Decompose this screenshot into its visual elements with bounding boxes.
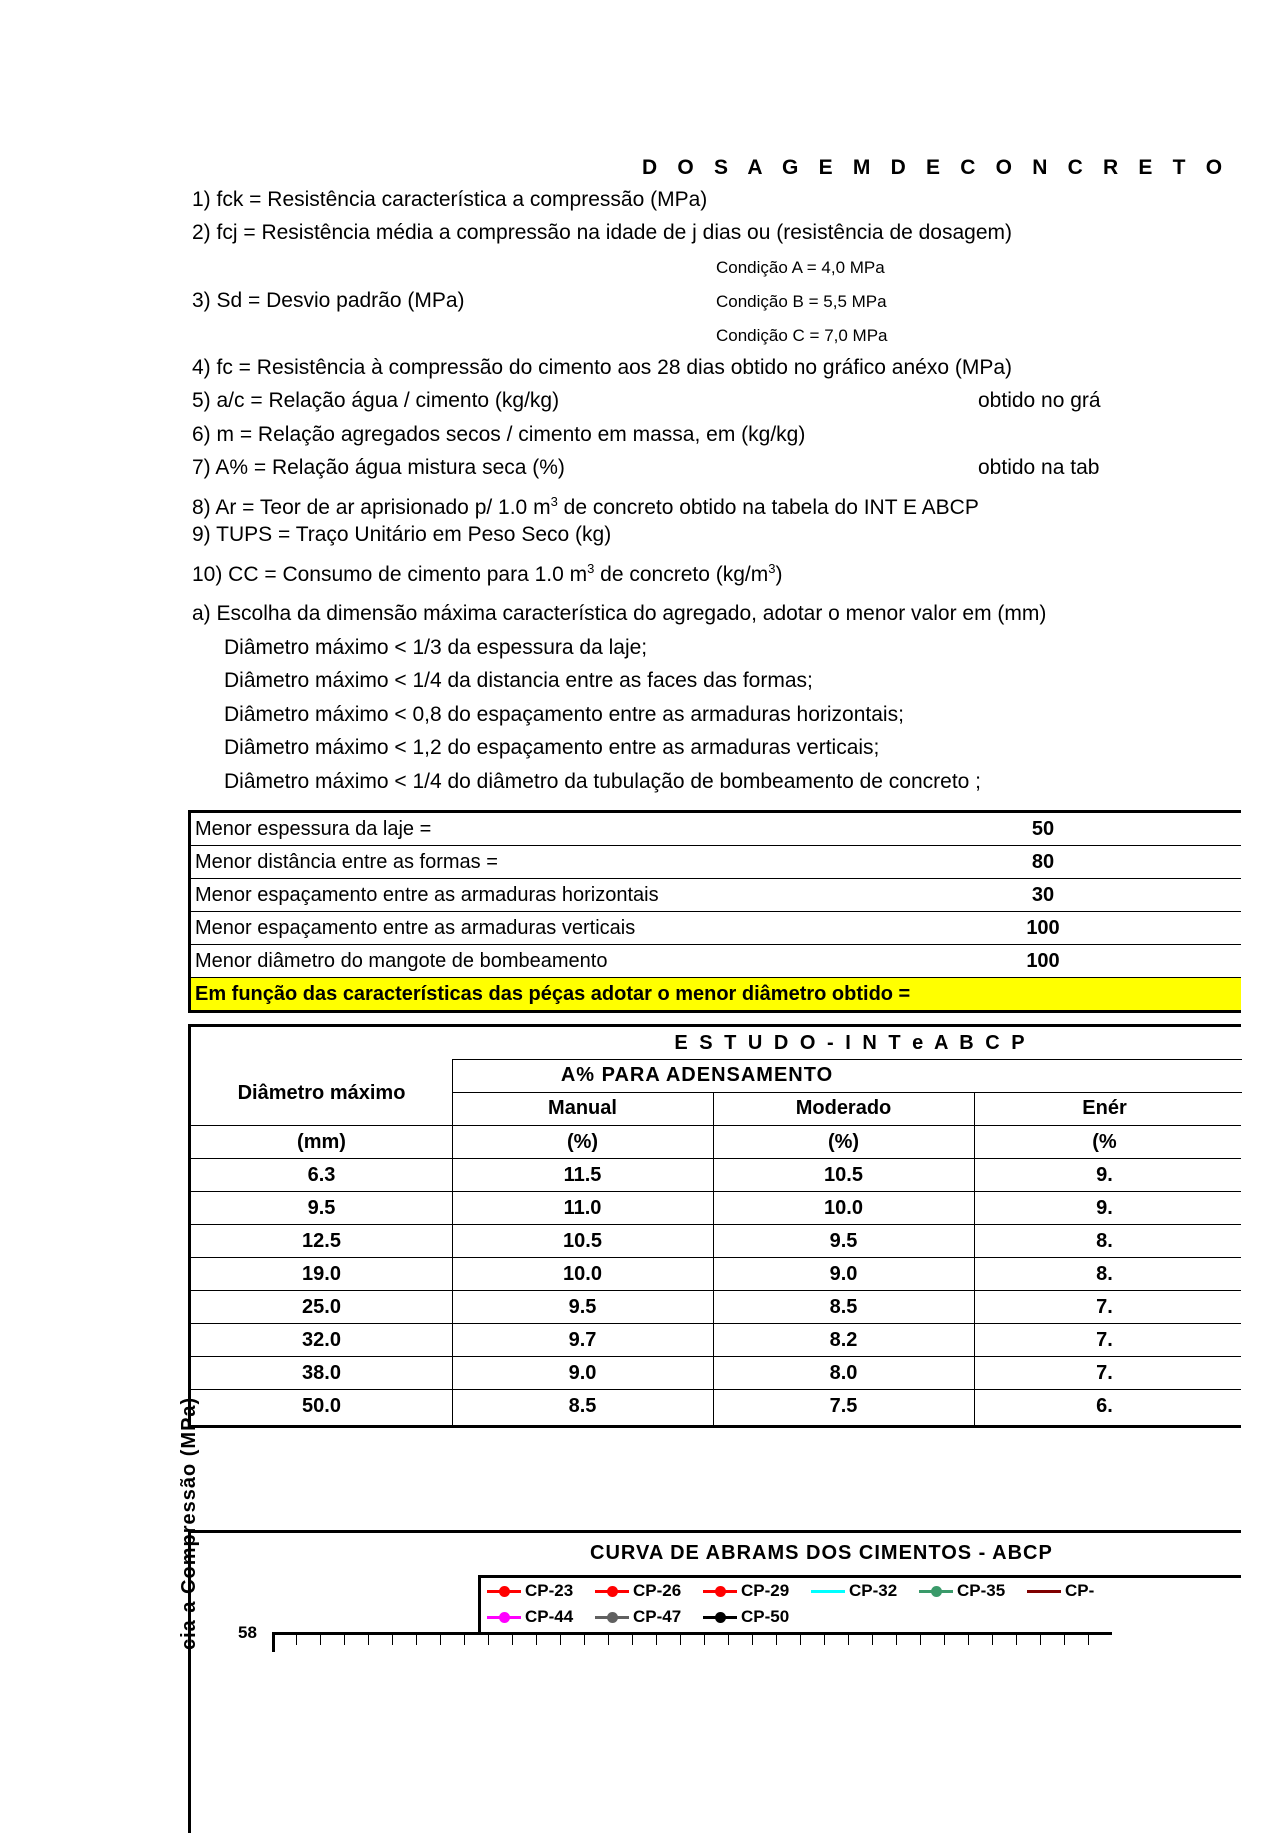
table-cell: 6.3 — [307, 1164, 336, 1186]
table-subtitle-text: A% PARA ADENSAMENTO — [560, 1064, 834, 1086]
table-cell: 6. — [1096, 1395, 1113, 1417]
row-label: Menor diâmetro do mangote de bombeamento — [195, 950, 608, 972]
definition-10-sup2: 3 — [768, 561, 776, 576]
definition-8-text-b: de concreto obtido na tabela do INT E ABCP — [557, 496, 979, 519]
definition-5-note: obtido no grá — [978, 389, 1101, 412]
legend-line-icon — [595, 1616, 629, 1619]
table-cell: 7. — [1096, 1329, 1113, 1351]
unit-mm: (mm) — [297, 1131, 346, 1153]
col-header-energico: Enér — [1082, 1097, 1127, 1119]
definition-10-sup1: 3 — [587, 561, 595, 576]
x-tick — [296, 1635, 297, 1645]
x-tick — [824, 1635, 825, 1645]
legend-marker-icon — [607, 1612, 618, 1623]
legend-item — [1027, 1578, 1094, 1604]
row-value: 50 — [1031, 818, 1055, 840]
legend-line-icon — [1027, 1590, 1061, 1593]
table-title-text: E S T U D O - I N T e A B C P — [674, 1032, 1028, 1054]
legend-label: CP-47 — [633, 1607, 682, 1626]
col-header-manual: Manual — [548, 1097, 617, 1119]
table-row — [191, 912, 1241, 945]
condition-b: Condição B = 5,5 MPa — [716, 292, 887, 311]
definition-5: 5) a/c = Relação água / cimento (kg/kg) — [192, 389, 560, 412]
x-tick — [584, 1635, 585, 1645]
legend-marker-icon — [499, 1586, 510, 1597]
x-tick — [488, 1635, 489, 1645]
row-value: 100 — [1026, 950, 1060, 972]
x-tick — [992, 1635, 993, 1645]
legend-label: CP-32 — [849, 1581, 898, 1600]
x-tick — [656, 1635, 657, 1645]
definition-3: 3) Sd = Desvio padrão (MPa) — [192, 289, 465, 312]
legend-item — [595, 1578, 681, 1604]
x-tick — [536, 1635, 537, 1645]
int-abcp-table — [188, 1024, 1241, 1428]
definition-8-text: 8) Ar = Teor de ar aprisionado p/ 1.0 m — [192, 496, 551, 519]
definition-7: 7) A% = Relação água mistura seca (%) — [192, 456, 565, 479]
table-cell: 9.5 — [307, 1197, 336, 1219]
table-subtitle — [452, 1059, 1242, 1092]
x-tick — [944, 1635, 945, 1645]
section-a-item: Diâmetro máximo < 1/3 da espessura da laje; — [224, 636, 648, 659]
x-tick — [920, 1635, 921, 1645]
table-cell: 12.5 — [302, 1230, 341, 1252]
table-cell: 8.5 — [568, 1395, 597, 1417]
table-cell: 9.0 — [829, 1263, 858, 1285]
table-cell: 11.0 — [563, 1197, 602, 1219]
table-row — [191, 813, 1241, 846]
condition-a: Condição A = 4,0 MPa — [716, 258, 885, 277]
x-tick — [272, 1635, 273, 1645]
x-tick — [320, 1635, 321, 1645]
legend-label: CP-23 — [525, 1581, 574, 1600]
table-cell: 9.5 — [829, 1230, 858, 1252]
table-cell: 9.0 — [568, 1362, 597, 1384]
definition-7-note: obtido na tab — [978, 456, 1100, 479]
table-cell: 10.0 — [563, 1263, 602, 1285]
definition-4: 4) fc = Resistência à compressão do cimento aos 28 dias obtido no gráfico anéxo (MPa) — [192, 356, 1013, 379]
table-cell: 50.0 — [302, 1395, 341, 1417]
legend-marker-icon — [499, 1612, 510, 1623]
x-tick — [368, 1635, 369, 1645]
table-row — [191, 945, 1241, 978]
aggregate-constraints-table — [188, 810, 1241, 1013]
x-tick — [416, 1635, 417, 1645]
legend-line-icon — [919, 1590, 953, 1593]
x-tick — [1088, 1635, 1089, 1645]
definition-10-text: 10) CC = Consumo de cimento para 1.0 m — [192, 563, 588, 586]
x-tick — [392, 1635, 393, 1645]
x-tick — [512, 1635, 513, 1645]
row-label: Menor espaçamento entre as armaduras verticais — [195, 917, 636, 939]
row-label: Menor espaçamento entre as armaduras horizontais — [195, 884, 659, 906]
x-tick — [704, 1635, 705, 1645]
definition-10-text-c: ) — [775, 563, 783, 586]
legend-item — [811, 1578, 897, 1604]
table-cell: 9.5 — [568, 1296, 597, 1318]
table-cell: 8. — [1096, 1263, 1113, 1285]
legend-label: CP-50 — [741, 1607, 790, 1626]
conclusion-row — [191, 978, 1241, 1010]
x-tick — [968, 1635, 969, 1645]
row-label: Menor distância entre as formas = — [195, 851, 498, 873]
chart-legend — [478, 1575, 1241, 1633]
definition-8-sup: 3 — [550, 494, 558, 509]
x-tick — [776, 1635, 777, 1645]
page-title: D O S A G E M D E C O N C R E T O — [642, 156, 1230, 179]
legend-item — [703, 1578, 789, 1604]
table-cell: 8. — [1096, 1230, 1113, 1252]
section-a-item: Diâmetro máximo < 0,8 do espaçamento entre as armaduras horizontais; — [224, 703, 904, 726]
table-cell: 11.5 — [563, 1164, 602, 1186]
table-cell: 8.0 — [829, 1362, 858, 1384]
table-cell: 38.0 — [302, 1362, 341, 1384]
col-header-moderado: Moderado — [795, 1097, 892, 1119]
x-tick — [848, 1635, 849, 1645]
table-cell: 10.5 — [563, 1230, 602, 1252]
x-tick — [440, 1635, 441, 1645]
x-tick — [632, 1635, 633, 1645]
legend-marker-icon — [607, 1586, 618, 1597]
legend-item — [487, 1578, 573, 1604]
x-tick — [464, 1635, 465, 1645]
section-a-item: Diâmetro máximo < 1/4 da distancia entre as faces das formas; — [224, 669, 813, 692]
definition-1: 1) fck = Resistência característica a compressão (MPa) — [192, 188, 708, 211]
x-tick — [608, 1635, 609, 1645]
table-row — [191, 846, 1241, 879]
unit-pct: (%) — [566, 1131, 599, 1153]
table-row — [191, 879, 1241, 912]
legend-label: CP-44 — [525, 1607, 574, 1626]
row-value: 100 — [1026, 917, 1060, 939]
row-value: 80 — [1031, 851, 1055, 873]
table-cell: 8.2 — [829, 1329, 858, 1351]
x-tick — [344, 1635, 345, 1645]
table-cell: 8.5 — [829, 1296, 858, 1318]
legend-line-icon — [487, 1616, 521, 1619]
definition-6: 6) m = Relação agregados secos / cimento em massa, em (kg/kg) — [192, 423, 806, 446]
legend-marker-icon — [931, 1586, 942, 1597]
x-tick — [680, 1635, 681, 1645]
table-cell: 9. — [1096, 1164, 1113, 1186]
condition-c: Condição C = 7,0 MPa — [716, 326, 888, 345]
definition-9: 9) TUPS = Traço Unitário em Peso Seco (kg) — [192, 523, 612, 546]
legend-line-icon — [703, 1590, 737, 1593]
legend-line-icon — [703, 1616, 737, 1619]
definition-10 — [192, 557, 782, 587]
table-cell: 9.7 — [568, 1329, 597, 1351]
legend-label: CP-26 — [633, 1581, 682, 1600]
section-a-heading: a) Escolha da dimensão máxima característica do agregado, adotar o menor valor em (mm) — [192, 602, 1047, 625]
legend-label: CP-35 — [957, 1581, 1006, 1600]
chart-title: CURVA DE ABRAMS DOS CIMENTOS - ABCP — [590, 1542, 1053, 1564]
legend-marker-icon — [715, 1586, 726, 1597]
plot-x-ticks — [272, 1635, 1112, 1645]
table-title — [191, 1027, 1241, 1060]
table-cell: 9. — [1096, 1197, 1113, 1219]
x-tick — [896, 1635, 897, 1645]
table-cell: 32.0 — [302, 1329, 341, 1351]
x-tick — [752, 1635, 753, 1645]
table-cell: 7.5 — [829, 1395, 858, 1417]
y-axis-label: cia a Compressão (MPa) — [178, 1396, 200, 1650]
x-tick — [800, 1635, 801, 1645]
section-a-item: Diâmetro máximo < 1/4 do diâmetro da tubulação de bombeamento de concreto ; — [224, 770, 982, 793]
legend-item — [595, 1604, 681, 1630]
x-tick — [872, 1635, 873, 1645]
x-tick — [1040, 1635, 1041, 1645]
legend-line-icon — [487, 1590, 521, 1593]
table-cell: 19.0 — [302, 1263, 341, 1285]
legend-item — [487, 1604, 573, 1630]
table-cell: 7. — [1096, 1362, 1113, 1384]
unit-pct: (%) — [827, 1131, 860, 1153]
table-cell: 7. — [1096, 1296, 1113, 1318]
unit-pct: (% — [1092, 1131, 1117, 1153]
row-label: Menor espessura da laje = — [195, 818, 432, 840]
legend-label: CP- — [1065, 1581, 1095, 1600]
col-header-diameter: Diâmetro máximo — [237, 1082, 406, 1104]
x-tick — [728, 1635, 729, 1645]
legend-marker-icon — [715, 1612, 726, 1623]
x-tick — [1016, 1635, 1017, 1645]
legend-line-icon — [595, 1590, 629, 1593]
x-tick — [1064, 1635, 1065, 1645]
legend-label: CP-29 — [741, 1581, 790, 1600]
table-cell: 10.0 — [824, 1197, 863, 1219]
definition-10-text-b: de concreto (kg/m — [594, 563, 769, 586]
definition-8 — [192, 490, 979, 520]
table-cell: 25.0 — [302, 1296, 341, 1318]
legend-item — [703, 1604, 789, 1630]
table-cell: 10.5 — [824, 1164, 863, 1186]
y-tick-label: 58 — [238, 1623, 257, 1642]
row-value: 30 — [1031, 884, 1055, 906]
legend-line-icon — [811, 1590, 845, 1593]
section-a-item: Diâmetro máximo < 1,2 do espaçamento entre as armaduras verticais; — [224, 736, 880, 759]
definition-2: 2) fcj = Resistência média a compressão na idade de j dias ou (resistência de dosagem) — [192, 221, 1013, 244]
x-tick — [560, 1635, 561, 1645]
conclusion-label: Em função das características das péças adotar o menor diâmetro obtido = — [195, 983, 911, 1005]
legend-item — [919, 1578, 1005, 1604]
